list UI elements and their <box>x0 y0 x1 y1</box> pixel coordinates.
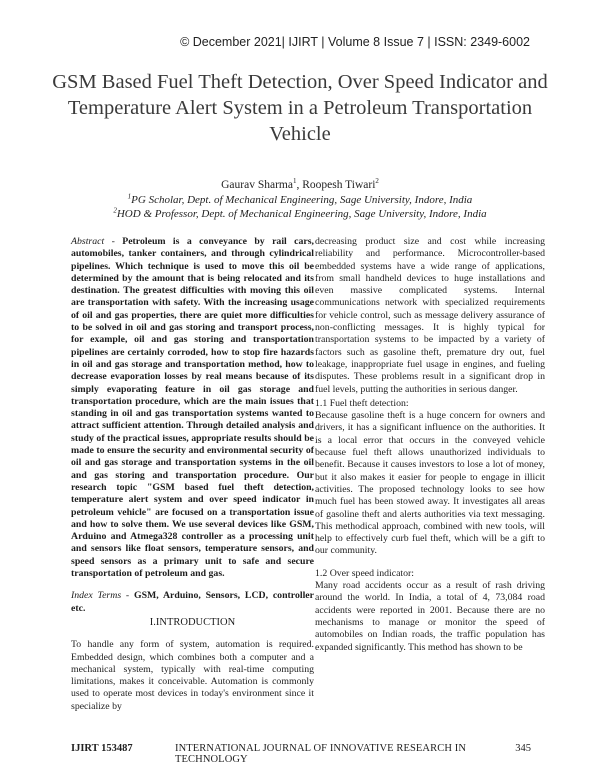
abstract-text: Petroleum is a conveyance by rail cars, automobiles, tanker containers, and through cylindrical pipelines. Which technique is used to move this oil be determined by the amount that is being relocated and its destination. The greatest difficulties with moving this oil are transportation with safety. With the increasing usage of oil and gas properties, there are quiet more difficulties to be solved in oil and gas storing and transport process, for example, oil and gas storing and transportation pipelines are certainly corroded, how to stop fire hazards in oil and gas storage and transportation method, how to decrease evaporation losses by real means because of its simply evaporating feature in oil gas storage and transportation procedure, which are the main issues that standing in oil and gas transportation systems wanted to attract sufficient attention. Through detailed analysis and study of the practical issues, appropriate results should be made to ensure the security and environmental security of oil and gas storage and transportation systems in the oil and gas storing and transportation procedure. Our research topic "GSM based fuel theft detection, temperature alert system and over speed indicator in petroleum vehicle" are focused on a transportation issue and how to solve them. We use several devices like GSM, Arduino and Atmega328 controller as a processing unit and sensors like float sensors, temperature sensors, and speed sensors as a primary unit to safe and secure transportation of petroleum and gas. <box>71 236 314 580</box>
paper-title: GSM Based Fuel Theft Detection, Over Speed Indicator and Temperature Alert System in a Petroleum Transportation Vehicle <box>52 71 548 145</box>
affiliation-superscript: 2 <box>113 206 117 215</box>
paragraph-gap <box>315 558 545 568</box>
abstract <box>71 236 314 580</box>
author-superscript: 1 <box>292 177 297 186</box>
subsection-heading-fuel-theft: 1.1 Fuel theft detection: <box>315 397 409 409</box>
page-footer <box>71 743 531 765</box>
right-column <box>315 236 545 654</box>
left-column <box>71 236 314 713</box>
affiliation-text: PG Scholar, Dept. of Mechanical Engineering, Sage University, Indore, India <box>131 194 473 206</box>
over-speed-paragraph: Many road accidents occur as a result of rash driving around the world. In India, a total of 4, 73,084 road accidents were reported in 2001. Because there are no mechanisms to manage or monitor the speed of automobiles on Indian roads, the traffic population has expanded significantly. This method has shown to be <box>315 580 545 653</box>
section-heading-introduction: I.INTRODUCTION <box>149 616 236 628</box>
journal-header: © December 2021| IJIRT | Volume 8 Issue 7 | ISSN: 2349-6002 <box>180 35 530 49</box>
index-terms-text: GSM, Arduino, Sensors, LCD, controller etc. <box>71 590 314 614</box>
fuel-theft-paragraph: Because gasoline theft is a huge concern for owners and drivers, it has a significant influence on the authorities. It is a local error that occurs in the conveyed vehicle because fuel theft allows unauthorized individuals to benefit. Because it causes investors to lose a lot of money, but it also makes it easier for people to engage in illicit activities. The proposed technology looks to see how much fuel has been stowed away. It investigates all areas of gasoline theft and alerts authorities via text messaging. This methodical approach, combined with new tools, will help to effectively curb fuel theft, which will be a gift to our community. <box>315 410 545 557</box>
author-superscript: 2 <box>375 177 379 186</box>
affiliation-superscript: 1 <box>127 192 132 201</box>
footer-page-number: 345 <box>515 743 531 754</box>
affiliation-text: HOD & Professor, Dept. of Mechanical Engineering, Sage University, Indore, India <box>116 208 487 220</box>
abstract-label: Abstract - <box>71 236 115 247</box>
footer-journal-name: INTERNATIONAL JOURNAL OF INNOVATIVE RESEARCH IN TECHNOLOGY <box>175 743 467 765</box>
footer-paper-id: IJIRT 153487 <box>71 743 133 754</box>
affiliation-2 <box>40 207 560 221</box>
index-terms-label: Index Terms - <box>71 590 130 602</box>
intro-continued-paragraph: decreasing product size and cost while increasing reliability and performance. Microcontroller-based embedded systems have a wide range of applications, from small handheld devices to huge installations and even massive complicated systems. Internal communications network with specialized requirements for vehicle control, such as message delivery assurance of non-conflicting messages. It is highly typical for transportation systems to be impacted by a variety of factors such as gasoline theft, premature dry out, fuel leakage, inappropriate fuel usage in engines, and fueling disputes. These problems result in a significant drop in fuel levels, putting the authorities in serious danger. <box>315 236 545 395</box>
intro-paragraph: To handle any form of system, automation is required. Embedded design, which combines both a computer and a mechanical system, typically with real-time computing limitations, makes it conceivable. Automation is commonly used to operate most devices in today's environment since it specialize by <box>71 639 314 712</box>
affiliation-1 <box>40 193 560 207</box>
author-separator: , <box>296 179 303 191</box>
index-terms <box>71 590 314 615</box>
author-name: Gaurav Sharma <box>221 179 293 191</box>
subsection-heading-over-speed: 1.2 Over speed indicator: <box>315 567 415 579</box>
author-name: Roopesh Tiwari <box>302 179 376 191</box>
author-line <box>40 178 560 193</box>
